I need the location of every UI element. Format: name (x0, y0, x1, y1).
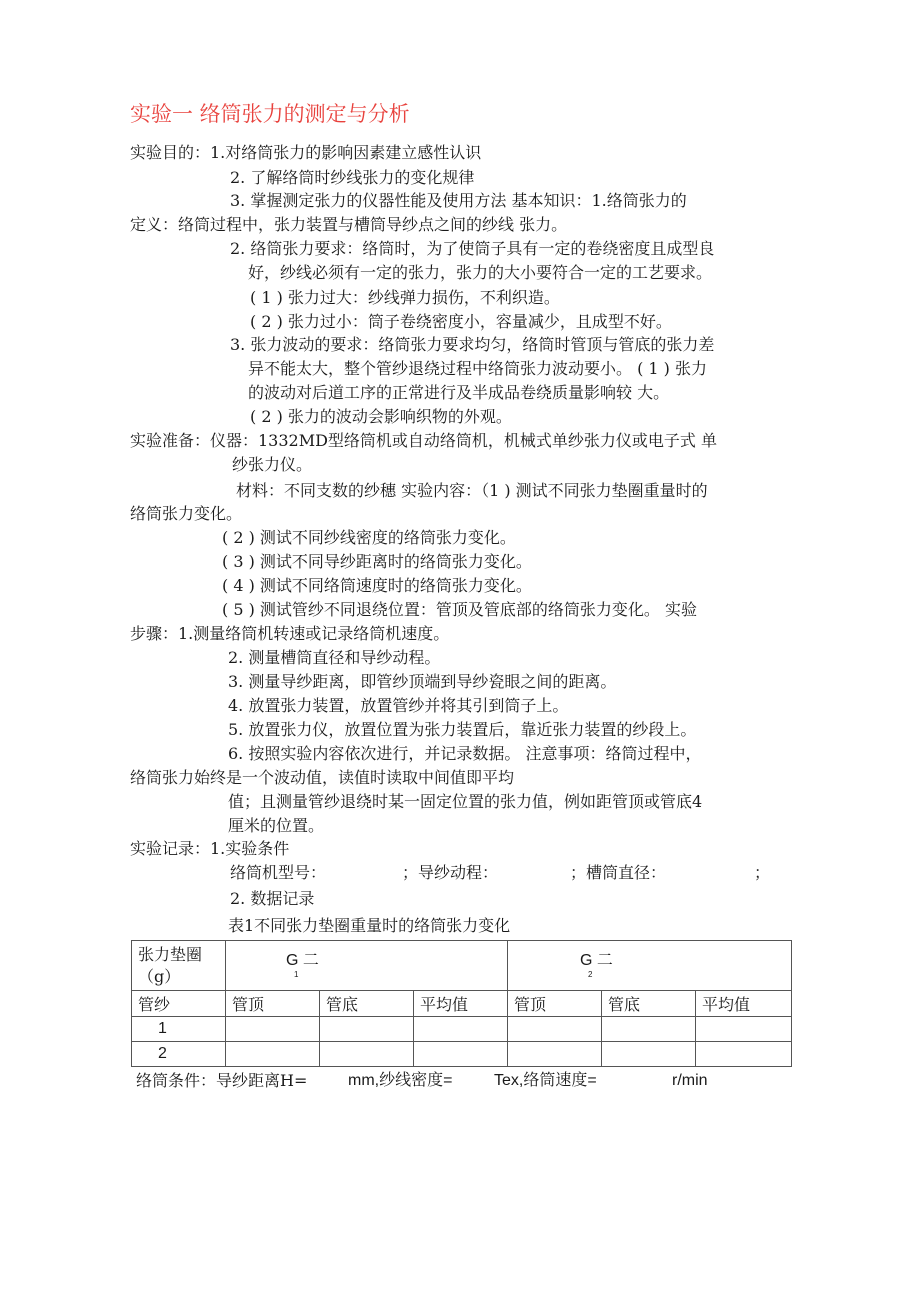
text-line: ( 3 ) 测试不同导纱距离时的络筒张力变化。 (222, 552, 532, 571)
text-line: 6. 按照实验内容依次进行，并记录数据。 注意事项：络筒过程中， (228, 744, 702, 763)
row-number: 2 (132, 1042, 226, 1067)
text-line: 2. 了解络筒时纱线张力的变化规律 (230, 168, 475, 187)
group-g2 (508, 941, 792, 991)
text-line: 的波动对后道工序的正常进行及半成品卷绕质量影响较 大。 (248, 383, 670, 402)
text-line: 络筒张力始终是一个波动值，读值时读取中间值即平均 (130, 768, 515, 787)
text-line: 实验记录：1.实验条件 (130, 839, 290, 858)
table-cell (226, 1042, 320, 1067)
text-line: 实验目的：1.对络筒张力的影响因素建立感性认识 (130, 143, 482, 162)
col-header: 管顶 (226, 991, 320, 1017)
footer-tex: Tex,络筒速度= (494, 1072, 597, 1089)
text-line: ( 4 ) 测试不同络筒速度时的络筒张力变化。 (222, 576, 532, 595)
table-cell (696, 1017, 792, 1042)
data-table (131, 940, 792, 1067)
text-line: 厘米的位置。 (228, 816, 325, 835)
footer-mm: mm,纱线密度= (348, 1072, 453, 1089)
group-g2-subscript: 2 (588, 969, 593, 979)
text-line: 3. 测量导纱距离，即管纱顶端到导纱瓷眼之间的距离。 (228, 672, 617, 691)
row-number: 1 (132, 1017, 226, 1042)
text-line: ( 2 ) 张力过小：筒子卷绕密度小，容量减少，且成型不好。 (250, 312, 672, 331)
text-line: 值；且测量管纱退绕时某一固定位置的张力值，例如距管顶或管底4 (228, 792, 703, 811)
table-cell (508, 1042, 602, 1067)
footer-label: 络筒条件：导纱距离H= (136, 1071, 308, 1090)
text-line: 异不能太大，整个管纱退绕过程中络筒张力波动要小。 ( 1 ) 张力 (248, 359, 708, 378)
text-line: 纱张力仪。 (232, 455, 313, 474)
group-g1-subscript: 1 (294, 969, 299, 979)
table-cell (414, 1042, 508, 1067)
text-line: 络筒张力变化。 (130, 504, 243, 523)
row-label: 管纱 (132, 991, 226, 1017)
text-line: 2. 络筒张力要求：络筒时，为了使筒子具有一定的卷绕密度且成型良 (230, 239, 715, 258)
text-line: 2. 测量槽筒直径和导纱动程。 (228, 648, 441, 667)
table-cell (508, 1017, 602, 1042)
text-line: ( 2 ) 测试不同纱线密度的络筒张力变化。 (222, 528, 516, 547)
field-label-traverse: ；导纱动程： (402, 863, 499, 882)
text-line: 好，纱线必须有一定的张力，张力的大小要符合一定的工艺要求。 (248, 263, 713, 282)
table-caption: 表1不同张力垫圈重量时的络筒张力变化 (228, 916, 511, 935)
table-cell (414, 1017, 508, 1042)
text-line: 2. 数据记录 (230, 889, 315, 908)
field-label-drum-diameter: ；槽筒直径： (570, 863, 667, 882)
col-header: 平均值 (696, 991, 792, 1017)
table-cell (602, 1017, 696, 1042)
table-cell (696, 1042, 792, 1067)
group-g2-label: G 二 (580, 951, 613, 969)
text-line: 材料：不同支数的纱穗 实验内容：（1 ) 测试不同张力垫圈重量时的 (236, 481, 708, 500)
text-line: 4. 放置张力装置，放置管纱并将其引到筒子上。 (228, 696, 569, 715)
text-line: 3. 张力波动的要求：络筒张力要求均匀，络筒时管顶与管底的张力差 (230, 335, 715, 354)
text-line: 步骤：1.测量络筒机转速或记录络筒机速度。 (130, 624, 450, 643)
text-line: ( 2 ) 张力的波动会影响织物的外观。 (250, 407, 512, 426)
table-cell (320, 1042, 414, 1067)
group-g1-label: G 二 (286, 951, 319, 969)
col-header: 管底 (602, 991, 696, 1017)
table-cell (602, 1042, 696, 1067)
page-title: 实验一 络筒张力的测定与分析 (130, 102, 410, 126)
table-cell (320, 1017, 414, 1042)
text-line: 5. 放置张力仪，放置位置为张力装置后，靠近张力装置的纱段上。 (228, 720, 697, 739)
text-line: 定义：络筒过程中，张力装置与槽筒导纱点之间的纱线 张力。 (130, 215, 568, 234)
text-line: 3. 掌握测定张力的仪器性能及使用方法 基本知识：1.络筒张力的 (230, 191, 687, 210)
footer-unit: r/min (672, 1072, 708, 1089)
text-line: 实验准备：仪器：1332MD型络筒机或自动络筒机，机械式单纱张力仪或电子式 单 (130, 431, 718, 450)
text-line: ( 5 ) 测试管纱不同退绕位置：管顶及管底部的络筒张力变化。 实验 (222, 600, 698, 619)
text-line: ( 1 ) 张力过大：纱线弹力损伤，不利织造。 (250, 288, 560, 307)
table-cell (226, 1017, 320, 1042)
field-label-machine-model: 络筒机型号： (230, 863, 327, 882)
group-g1 (226, 941, 508, 991)
col-header: 管底 (320, 991, 414, 1017)
col-header: 平均值 (414, 991, 508, 1017)
field-separator: ； (754, 863, 771, 882)
col-header: 管顶 (508, 991, 602, 1017)
header-label: 张力垫圈（g） (132, 941, 226, 991)
